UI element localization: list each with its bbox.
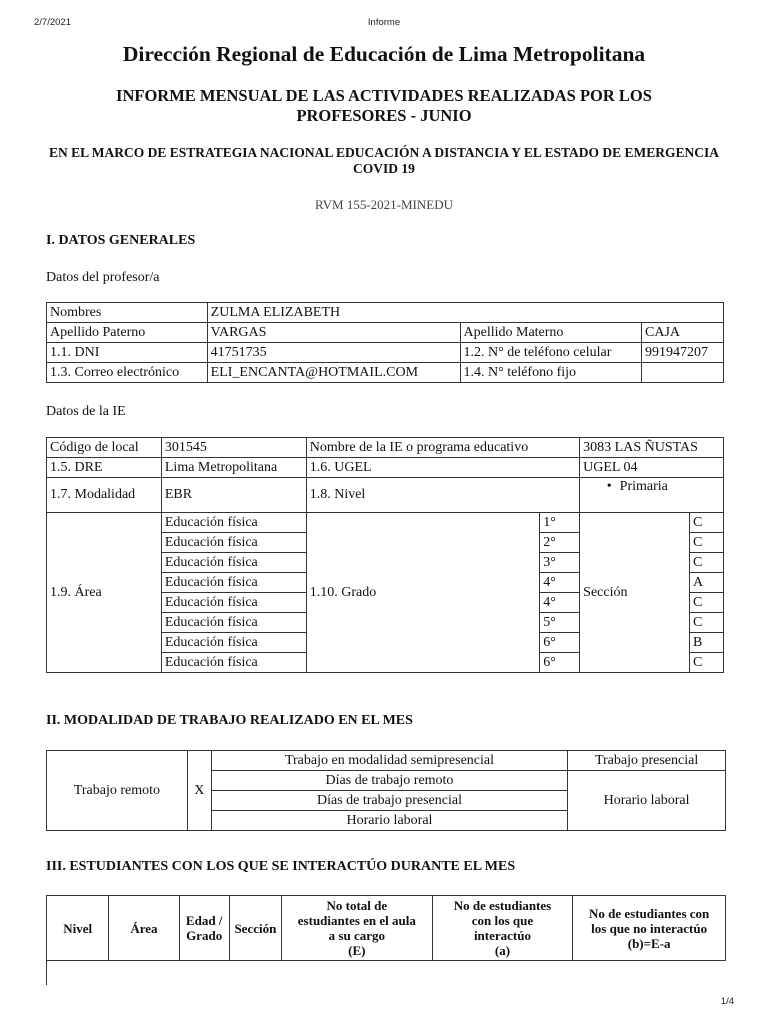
correo-label: 1.3. Correo electrónico [47, 363, 208, 383]
fijo-value [642, 363, 724, 383]
seccion-value: C [690, 553, 724, 573]
print-header [0, 17, 768, 31]
trabajo-remoto-label: Trabajo remoto [47, 751, 188, 831]
horario-laboral-presencial: Horario laboral [568, 771, 726, 831]
col-edad-grado: Edad / Grado [179, 896, 229, 961]
seccion-value: C [690, 613, 724, 633]
empty-cell [109, 961, 726, 986]
grado-value: 6° [540, 653, 580, 673]
report-context: EN EL MARCO DE ESTRATEGIA NACIONAL EDUCACIÓN A DISTANCIA Y EL ESTADO DE EMERGENCIA COVID 19 [49, 145, 719, 176]
page-title: Dirección Regional de Educación de Lima Metropolitana [122, 42, 646, 66]
table-row [47, 343, 724, 363]
grado-value: 5° [540, 613, 580, 633]
ie-nombre-label: Nombre de la IE o programa educativo [306, 438, 579, 458]
seccion-value: C [690, 653, 724, 673]
table-row [47, 478, 724, 513]
table-row [47, 438, 724, 458]
section-1-heading: I. DATOS GENERALES [46, 233, 196, 248]
rvm-reference: RVM 155-2021-MINEDU [315, 197, 453, 212]
area-value: Educación física [161, 653, 306, 673]
area-value: Educación física [161, 533, 306, 553]
seccion-value: C [690, 533, 724, 553]
area-value: Educación física [161, 613, 306, 633]
grado-value: 4° [540, 573, 580, 593]
grado-value: 6° [540, 633, 580, 653]
table-header-row [47, 896, 726, 961]
ap-materno-label: Apellido Materno [460, 323, 642, 343]
nombres-value: ZULMA ELIZABETH [207, 303, 723, 323]
grado-label: 1.10. Grado [306, 513, 540, 673]
dni-label: 1.1. DNI [47, 343, 208, 363]
ap-materno-value: CAJA [642, 323, 724, 343]
dias-remoto-label: Días de trabajo remoto [211, 771, 567, 791]
section-3-heading: III. ESTUDIANTES CON LOS QUE SE INTERACTÚO DURANTE EL MES [46, 859, 516, 874]
fijo-label: 1.4. N° teléfono fijo [460, 363, 642, 383]
modalidad-label: 1.7. Modalidad [47, 478, 162, 513]
codigo-value: 301545 [161, 438, 306, 458]
col-nivel: Nivel [47, 896, 109, 961]
semipresencial-label: Trabajo en modalidad semipresencial [211, 751, 567, 771]
ie-data-label: Datos de la IE [46, 404, 126, 419]
presencial-label: Trabajo presencial [568, 751, 726, 771]
nivel-value-cell [580, 478, 724, 513]
area-value: Educación física [161, 633, 306, 653]
teacher-table [46, 302, 724, 383]
area-label: 1.9. Área [47, 513, 162, 673]
horario-laboral-semipresencial: Horario laboral [211, 811, 567, 831]
seccion-value: B [690, 633, 724, 653]
work-mode-table [46, 750, 726, 831]
modalidad-value: EBR [161, 478, 306, 513]
ap-paterno-label: Apellido Paterno [47, 323, 208, 343]
students-table [46, 895, 726, 985]
bullet-icon: • [606, 479, 612, 494]
seccion-label: Sección [580, 513, 690, 673]
ugel-value: UGEL 04 [580, 458, 724, 478]
celular-value: 991947207 [642, 343, 724, 363]
area-value: Educación física [161, 593, 306, 613]
col-area: Área [109, 896, 179, 961]
page-number: 1/4 [720, 996, 734, 1007]
area-value: Educación física [161, 513, 306, 533]
grado-value: 1° [540, 513, 580, 533]
ie-nombre-value: 3083 LAS ÑUSTAS [580, 438, 724, 458]
nivel-value: Primaria [619, 479, 668, 494]
area-value: Educación física [161, 553, 306, 573]
celular-label: 1.2. N° de teléfono celular [460, 343, 642, 363]
nivel-label: 1.8. Nivel [306, 478, 579, 513]
table-row [47, 303, 724, 323]
nombres-label: Nombres [47, 303, 208, 323]
print-title: Informe [367, 17, 401, 28]
seccion-value: A [690, 573, 724, 593]
seccion-value: C [690, 593, 724, 613]
empty-cell [47, 961, 109, 986]
ap-paterno-value: VARGAS [207, 323, 460, 343]
table-row [47, 513, 724, 533]
col-seccion: Sección [229, 896, 281, 961]
table-row [47, 323, 724, 343]
dre-value: Lima Metropolitana [161, 458, 306, 478]
dni-value: 41751735 [207, 343, 460, 363]
section-2-heading: II. MODALIDAD DE TRABAJO REALIZADO EN EL MES [46, 713, 413, 728]
dias-presencial-label: Días de trabajo presencial [211, 791, 567, 811]
ie-table [46, 437, 724, 673]
area-value: Educación física [161, 573, 306, 593]
teacher-data-label: Datos del profesor/a [46, 270, 160, 285]
correo-value: ELI_ENCANTA@HOTMAIL.COM [207, 363, 460, 383]
col-estudiantes-interactuo: No de estudiantes con los que interactúo (a) [432, 896, 573, 961]
codigo-label: Código de local [47, 438, 162, 458]
grado-value: 3° [540, 553, 580, 573]
col-estudiantes-no-interactuo: No de estudiantes con los que no interactúo (b)=E-a [573, 896, 726, 961]
grado-value: 4° [540, 593, 580, 613]
table-row [47, 751, 726, 771]
table-row [47, 458, 724, 478]
table-row [47, 961, 726, 986]
dre-label: 1.5. DRE [47, 458, 162, 478]
table-row [47, 363, 724, 383]
print-date: 2/7/2021 [34, 17, 71, 28]
col-total-estudiantes: No total de estudiantes en el aula a su cargo (E) [282, 896, 433, 961]
ugel-label: 1.6. UGEL [306, 458, 579, 478]
seccion-value: C [690, 513, 724, 533]
report-subtitle: INFORME MENSUAL DE LAS ACTIVIDADES REALIZADAS POR LOS PROFESORES - JUNIO [116, 86, 652, 125]
trabajo-remoto-mark: X [187, 751, 211, 831]
grado-value: 2° [540, 533, 580, 553]
